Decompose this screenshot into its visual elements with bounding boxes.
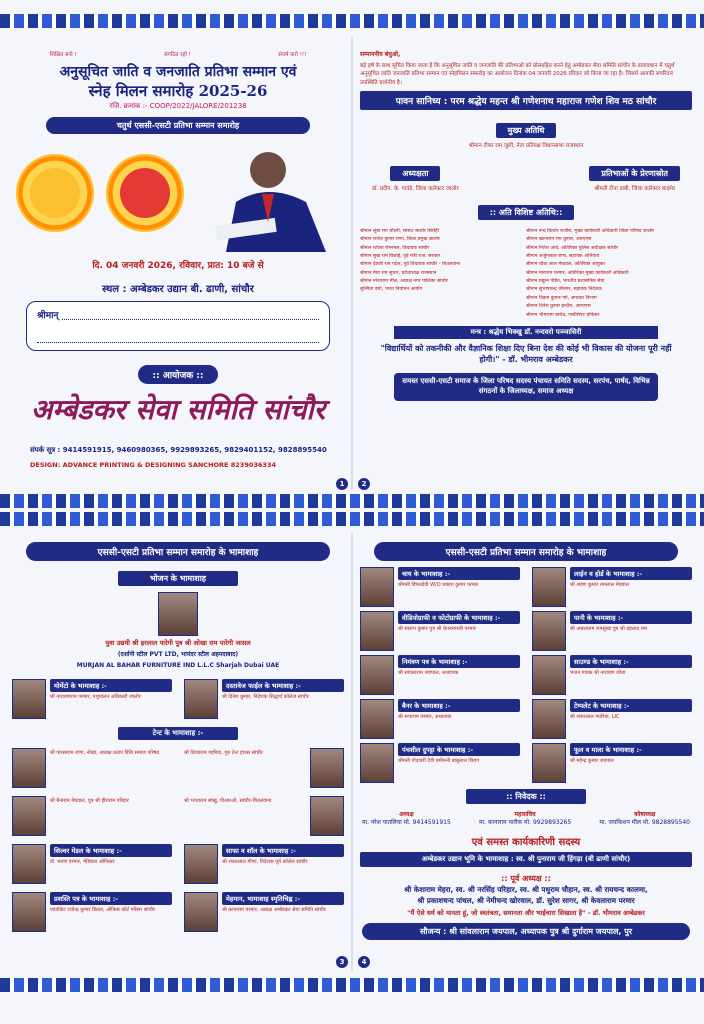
- event-date: दि. 04 जनवरी 2026, रविवार, प्रात: 10 बजे से: [92, 261, 264, 272]
- donor-category: पानी के भामाशाह :-: [570, 611, 692, 624]
- guest-right-4: श्रीमान अर्जुनलाल राणा, सहायक अभियंता: [526, 253, 600, 259]
- donor-text: [398, 743, 520, 781]
- donor-grid-row: [354, 611, 698, 649]
- tent-donor-photo-4: [310, 796, 344, 836]
- greeting: सम्माननीय बंधुओ,: [360, 51, 401, 58]
- tent-label: टेन्ट के भामाशाह :-: [118, 727, 238, 740]
- decorative-border-top: [0, 14, 704, 28]
- donor-name: श्री शंकरलाल ग्यारिया, LIC: [570, 714, 620, 720]
- shriman-label: श्रीमान्: [37, 311, 59, 322]
- executive-members: एवं समस्त कार्यकारिणी सदस्य: [471, 837, 581, 848]
- donor-photo: [360, 567, 394, 607]
- guest-left-5: श्रीमान देवजी राम पटेल, पूर्व विधायक सांचौर - चितलवाना: [360, 262, 461, 268]
- donors-title-2: एससी-एसटी प्रतिभा सम्मान समारोह के भामाशाह: [374, 542, 678, 561]
- food-donor-label: भोजन के भामाशाह: [118, 571, 238, 586]
- invitee-name-box: [26, 301, 330, 351]
- silver-donor-photo: [12, 844, 46, 884]
- file-name: श्री दिनेश कुमार, निदेशक सिद्धार्थ कॉलेज सांचौर: [222, 693, 309, 700]
- panel-cover: [6, 36, 350, 490]
- event-venue: स्थल : अम्बेडकर उद्यान बी. ढाणी, सांचौर: [102, 284, 254, 296]
- donor-text: [570, 655, 692, 693]
- pawan-sanidhya: पावन सानिध्य : परम श्रद्धेय महन्त श्री गणेशनाथ महाराज गणेश शिव मठ सांचौर: [360, 91, 692, 110]
- chief-guest-label: मुख्य अतिथि: [496, 123, 557, 138]
- page-number-1: 1: [336, 478, 348, 490]
- donor-text: [570, 567, 692, 605]
- donor-grid-row: [354, 743, 698, 781]
- guest-right-7: श्रीमान प्रद्युम्न पंडित, भारतीय प्रशासनिक सेवा: [526, 279, 605, 285]
- buddha-portrait: [16, 154, 94, 232]
- panel-donors-2: [354, 532, 698, 972]
- guest-right-9: श्रीमान विक्रम कुमार गर्ग, आयकर विभाग: [526, 295, 597, 301]
- donor-name: श्री स्वरूप कुमार पुत्र श्री चेतनरामजी परमार: [398, 626, 476, 632]
- page-number-3: 3: [336, 956, 348, 968]
- organizer-label: :: आयोजक ::: [138, 365, 218, 384]
- dharma-quote: "मैं ऐसे धर्म को मानता हूं, जो स्वतंत्रता, समानता और भाईचारा सिखाता है" - डॉ. भीमराव अम्बेडकर: [407, 909, 645, 918]
- donor-category: बैनर के भामाशाह :-: [398, 699, 520, 712]
- inspiration-label: प्रतिभाओं के प्रेरणास्रोत: [589, 166, 680, 181]
- donor-category: लाईन व होर्ड के भामाशाह :-: [570, 567, 692, 580]
- donor-photo: [360, 699, 394, 739]
- guest-left-4: श्रीमान सुख राम विश्नोई, पूर्व मंत्री राज. सरकार: [360, 253, 441, 259]
- guest-left-6: श्रीमान मेघा राम सुथार, प्रदेशाध्यक्ष राजस्थान: [360, 270, 437, 276]
- event-title-line2: स्नेह मिलन समारोह 2025-26: [88, 81, 268, 100]
- presidency-name: डॉ. प्रदीप. के. गावंडे, जिला कलेक्टर जालोर: [372, 185, 459, 192]
- donor-grid-row: [354, 699, 698, 737]
- donor-grid: [354, 567, 698, 781]
- donor-card: [354, 699, 526, 737]
- guest-right-8: श्रीमान सुभाषचन्द्र जीनगर, सहायक निदेशक: [526, 287, 602, 293]
- name-line-1: [62, 308, 319, 320]
- donor-text: [570, 743, 692, 781]
- donor-card: [354, 567, 526, 605]
- slogan-1: शिक्षित बनो !: [49, 52, 77, 58]
- momento-donor-photo: [12, 679, 46, 719]
- guest-right-6: श्रीमान माराराम परमार, अतिरिक्त मुख्य कार्यकारी अधिकारी: [526, 270, 629, 276]
- design-credit: DESIGN: ADVANCE PRINTING & DESIGNING SANCHORE 8239036334: [30, 461, 276, 470]
- portrait-row: [6, 142, 350, 252]
- inspiration-name: श्रीमती टीना डाबी, जिला कलेक्टर बाड़मेर: [594, 185, 676, 192]
- slogan-2: संगठित रहो !: [163, 52, 191, 58]
- fold-line-top: [351, 36, 353, 490]
- momento-name: श्री नारायणराम परमार, पशुपालन अधिकारी जालोर: [50, 693, 141, 700]
- decorative-border-middle-2: [0, 512, 704, 526]
- tent-donor-photo-3: [12, 796, 46, 836]
- event-title-line1: अनुसूचित जाति व जनजाति प्रतिभा सम्मान एवं: [59, 64, 297, 80]
- certificate-donor-photo: [12, 892, 46, 932]
- donor-photo: [360, 655, 394, 695]
- donor-text: [398, 611, 520, 649]
- decorative-border-bottom: [0, 978, 704, 992]
- guest-left-3: श्रीमान रतीजा रोमरमल, विधायक सांचौर: [360, 245, 430, 251]
- guest-right-5: श्रीमान चौथा लाल मेघवाल, अतिरिक्त आयुक्त: [526, 262, 605, 268]
- donor-card: [526, 743, 698, 781]
- momento-label: मोमेंटो के भामाशाह :-: [50, 679, 172, 692]
- donor-grid-row: [354, 567, 698, 605]
- secretary-role: महासचिव: [514, 811, 536, 818]
- guest-memento-label: मेहमान, भामाशाह स्मृतिचिह्न :-: [222, 892, 344, 905]
- donor-photo: [360, 743, 394, 783]
- tent-donor-photo-1: [12, 748, 46, 788]
- guest-left-1: श्रीमान लुंबा राम चौधरी, सांसद जालोर सिरोही: [360, 228, 439, 234]
- former-presidents-line2: श्री प्रकाशचन्द पांचल, श्री नेमीचन्द खोरवाल, डॉ. सुरेश सागर, श्री केवलाराम परमार: [417, 896, 635, 906]
- donor-photo: [532, 567, 566, 607]
- president-role: अध्यक्ष: [399, 811, 414, 818]
- donor-photo: [532, 655, 566, 695]
- special-guests-label: :: अति विशिष्ट अतिथि::: [478, 205, 575, 220]
- donor-photo: [360, 611, 394, 651]
- presidency-label: अध्यक्षता: [390, 166, 440, 181]
- guest-memento-name: श्री कानाराम परमार, अध्यक्ष अम्बेडकर सेवा समिति सांचौर: [222, 906, 326, 913]
- donor-category: साउण्ड के भामाशाह :-: [570, 655, 692, 668]
- tent-name-2: श्री दिव्याराम गहरिया, गुरु टेन्ट हाउस सांचौर: [184, 749, 263, 756]
- fold-line-bottom: [351, 532, 353, 972]
- donor-category: निमंत्रण पत्र के भामाशाह :-: [398, 655, 520, 668]
- tent-name-1: श्री पारसाराम राणा, नोखा, अध्यक्ष प्रताप विधि समाज परिषद: [50, 749, 160, 756]
- event-subtitle: चतुर्थ एससी-एसटी प्रतिभा सम्मान समारोह: [46, 117, 310, 134]
- donor-name: श्रीमती गोदावरी देवी धर्मपत्नी बाबूलाल चिराग: [398, 758, 480, 764]
- treasurer-role: कोषाध्यक्ष: [634, 811, 656, 818]
- donor-name: भजन गायक श्री नारायण जोधा: [570, 670, 626, 676]
- donor-text: [398, 699, 520, 737]
- community-members-box: समस्त एससी-एसटी समाज के जिला परिषद सदस्य पंचायत समिति सदस्य, सरपंच, पार्षद, विभिन्न संगठनों के जिलाध्यक्ष, समाज अध्यक्ष: [394, 373, 658, 401]
- donor-category: पंचशील दुपट्टा के भामाशाह :-: [398, 743, 520, 756]
- tent-name-3: श्री बैनाराम मेघवाल, पुत्र श्री हीराराम परिहार: [50, 797, 129, 804]
- slogan-row: [6, 50, 350, 58]
- file-label: दस्तावेज फाईल के भामाशाह :-: [222, 679, 344, 692]
- certificate-name: एडवोकेट राजेन्द्र कुमार डिल्ला, ऑफिस कोर्ट परिसर सांचौर: [50, 906, 156, 913]
- donor-text: [570, 611, 692, 649]
- special-guests-list: [354, 228, 698, 320]
- guest-right-3: श्रीमान नितेश आर्य, अतिरिक्त पुलिस अधीक्षक सांचौर: [526, 245, 619, 251]
- donor-name: श्री अचलाराम रामसुखा पुत्र श्री प्रहलाद राम: [570, 626, 648, 632]
- food-donor-company-2: MURJAN AL BAHAR FURNITURE IND L.L.C Sharjah Dubai UAE: [76, 662, 280, 670]
- tent-name-4: श्री भंवराराम सांखु, पीआरओ, सांचौर-चितलवाना: [184, 797, 272, 804]
- silver-name: डॉ. श्रवण परमार, मेडिकल ऑफिसर: [50, 858, 115, 865]
- contact-numbers: संपर्क सूत्र : 9414591915, 9460980365, 9929893265, 9829401152, 9828895540: [30, 446, 327, 455]
- presidency-inspiration-row: [354, 161, 698, 192]
- donor-card: [526, 611, 698, 649]
- former-presidents-label: :: पूर्व अध्यक्ष ::: [501, 874, 551, 883]
- safa-label: साफा व शॉल के भामाशाह :-: [222, 844, 344, 857]
- slogan-3: संघर्ष करो !!!: [278, 52, 307, 58]
- courtesy-line: सौजन्य : श्री सांवलाराम जयपाल, अध्यापक पुत्र श्री दुर्गाराम जयपाल, पुर: [362, 923, 690, 940]
- treasurer-name: मा. जयकिशन मील मो. 9828895540: [599, 819, 690, 826]
- donor-name: श्री श्रवण कुमार रामलाल मेघवाल: [570, 582, 630, 588]
- registration-number: रजि. क्रमांक :- COOP/2022/JALORE/201238: [109, 102, 247, 111]
- mantra-line: मन्त्र : श्रद्धेय भिक्खु डॉ. नन्दवरो पञ्ञासिरी: [394, 326, 658, 339]
- decorative-border-middle-1: [0, 494, 704, 508]
- food-donor-name: युवा उद्यमी श्री हरलाल पारेगी पुत्र श्री ओखा राम पारेगी जासल: [105, 639, 251, 647]
- donor-name: श्रीमती डिंपलदेवी W/O प्रकाश कुमार परमार: [398, 582, 479, 588]
- donor-name: श्री सांवलाराम जयपाल, अध्यापक: [398, 670, 459, 676]
- donor-photo: [532, 699, 566, 739]
- nivedak-label: :: निवेदक ::: [466, 789, 586, 804]
- donor-name: श्री रूपाराम परमार, अध्यापक: [398, 714, 452, 720]
- donor-card: [354, 611, 526, 649]
- guest-right-11: श्रीमान भीमाराम बारोठ, एसोसिएट प्रोफेसर: [526, 312, 600, 318]
- guest-left-8: सुश्मिता वर्मा, भारत निर्वाचन आयोग: [360, 287, 423, 293]
- donors-title: एससी-एसटी प्रतिभा सम्मान समारोह के भामाशाह: [26, 542, 330, 561]
- donor-category: वीडियोग्राफी व फोटोग्राफी के भामाशाह :-: [398, 611, 520, 624]
- land-donor: अम्बेडकर उद्यान भूमि के भामाशाह : स्व. श्री पुनाराम जी हिंगड़ा (बी ढाणी सांचौर): [360, 852, 692, 867]
- donor-card: [526, 699, 698, 737]
- page-number-4: 4: [358, 956, 370, 968]
- donor-photo: [532, 743, 566, 783]
- memento-guest-donor-photo: [184, 892, 218, 932]
- safa-name: श्री शंकरलाल मीणा, निदेशक पूर्व कॉलेज सांचौर: [222, 858, 308, 865]
- chief-guest-name: श्रीमान टीका राम जुली, नेता प्रतिपक्ष विधानसभा राजस्थान: [468, 142, 584, 149]
- donor-category: फूल व माला के भामाशाह :-: [570, 743, 692, 756]
- donor-card: [354, 655, 526, 693]
- guest-right-2: श्रीमान खानाराम राम कुमार, आरएएस: [526, 237, 592, 243]
- donor-text: [570, 699, 692, 737]
- food-donor-company-1: (दर्शानी स्टील PVT LTD, भायंदर स्टील अहमदाबाद): [117, 651, 239, 659]
- file-donor-photo: [184, 679, 218, 719]
- donor-card: [354, 743, 526, 781]
- donor-text: [398, 655, 520, 693]
- ambedkar-portrait: [206, 142, 336, 252]
- donor-text: [398, 567, 520, 605]
- donor-grid-row: [354, 655, 698, 693]
- safa-donor-photo: [184, 844, 218, 884]
- guest-left-2: श्रीमान राजेश कुमार राणा, जिला प्रमुख जालोर: [360, 237, 440, 243]
- organizer-name: अम्बेडकर सेवा समिति सांचौर: [30, 393, 326, 427]
- guest-right-10: श्रीमान दिनेश कुमार इन्दौरा, आरएएस: [526, 304, 591, 310]
- page-number-2: 2: [358, 478, 370, 490]
- panel-guests: [354, 36, 698, 490]
- food-donor-photo: [158, 592, 198, 636]
- donor-category: चाय के भामाशाह :-: [398, 567, 520, 580]
- president-name: मा. नरेश पातलिया मो. 9414591915: [362, 819, 451, 826]
- former-presidents-line1: श्री केशाराम मेहरा, स्व. श्री नरसिंह परिहार, स्व. श्री पथुराम चौहान, स्व. श्री रायचन्द कालमा,: [404, 885, 648, 894]
- donor-card: [526, 567, 698, 605]
- ambedkar-quote: "विद्यार्थियों को तकनीकी और वैज्ञानिक शिक्षा दिए बिना देश की कोई भी विकास की योजना पूरी नहीं होगी।" - डॉ. भीमराव अम्बेडकर: [380, 344, 672, 365]
- nivedak-row: [354, 810, 698, 826]
- secretary-name: मा. कानाराम पारीक मो. 9929893265: [479, 819, 572, 826]
- guest-right-1: श्रीमान नन्द किशोर राजौरा, मुख्य कार्यकारी अधिकारी जिला परिषद जालोर: [526, 228, 655, 234]
- donor-photo: [532, 611, 566, 651]
- intro-text: बड़े हर्ष के साथ सूचित किया जाता है कि अनुसूचित जाति व जनजाति की प्रतिभाओं को प्रोत्साहित करने हेतु अम्बेडकर सेवा समिति सांचौर के तत्वावधान में चतुर्थ अनुसूचित जाति जनजाति प्रतिभा सम्मान एवं स्नेहमिलन समारोह का आयोजन दिनांक 04 जनवरी 2026 रविवार को किया जा रहा है। जिसमें आपकी सपरिवार उपस्थिति प्रार्थनीय है।: [360, 63, 675, 86]
- donor-name: श्री महेन्द्र कुमार जयपाल: [570, 758, 614, 764]
- guest-left-7: श्रीमान नरेशाराम मील, अध्यक्ष नगर पालिका सांचौर: [360, 279, 448, 285]
- panel-donors-1: [6, 532, 350, 972]
- donor-category: टेम्पलेट के भामाशाह :-: [570, 699, 692, 712]
- silver-label: सिल्वर मेडल के भामाशाह :-: [50, 844, 172, 857]
- name-line-2: [37, 331, 319, 343]
- phule-portrait: [106, 154, 184, 232]
- certificate-label: प्रशस्ति पत्र के भामाशाह :-: [50, 892, 172, 905]
- donor-card: [526, 655, 698, 693]
- tent-donor-photo-2: [310, 748, 344, 788]
